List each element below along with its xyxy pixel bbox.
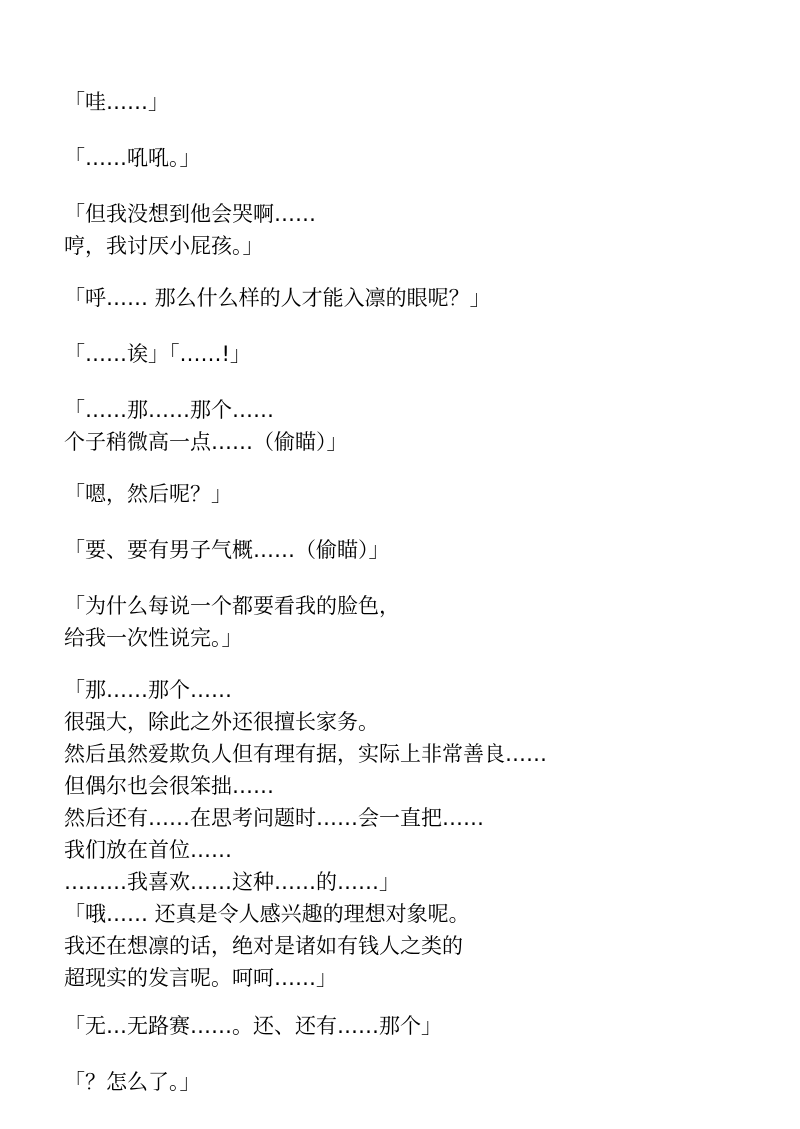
dialogue-line: 「无…无路赛……。还、还有……那个」 — [64, 1014, 442, 1038]
dialogue-block — [64, 338, 251, 370]
dialogue-line: 但偶尔也会很笨拙…… — [64, 774, 274, 798]
dialogue-line: 「但我没想到他会哭啊…… — [64, 202, 316, 226]
dialogue-line: 「要、要有男子气概……（偷瞄）」 — [64, 538, 390, 562]
dialogue-line: 「……那……那个…… — [64, 398, 274, 422]
dialogue-line: 「……吼吼。」 — [64, 146, 201, 170]
dialogue-block — [64, 282, 491, 314]
dialogue-block — [64, 898, 470, 994]
dialogue-block — [64, 198, 316, 262]
dialogue-line: 「哦…… 还真是令人感兴趣的理想对象呢。 — [64, 902, 470, 926]
dialogue-block — [64, 534, 390, 566]
dialogue-block — [64, 1010, 442, 1042]
dialogue-block — [64, 1066, 201, 1098]
dialogue-block — [64, 86, 169, 118]
dialogue-line: 「那……那个…… — [64, 678, 232, 702]
dialogue-line: 哼，我讨厌小屁孩。」 — [64, 234, 264, 258]
dialogue-line: 很强大，除此之外还很擅长家务。 — [64, 710, 379, 734]
dialogue-block — [64, 478, 232, 510]
dialogue-line: 我还在想凛的话，绝对是诸如有钱人之类的 — [64, 934, 463, 958]
dialogue-line: 「哇……」 — [64, 90, 169, 114]
dialogue-line: 给我一次性说完。」 — [64, 626, 243, 650]
dialogue-line: 超现实的发言呢。呵呵……」 — [64, 966, 337, 990]
dialogue-line: 「为什么每说一个都要看我的脸色， — [64, 594, 400, 618]
dialogue-line: 「嗯，然后呢？」 — [64, 482, 232, 506]
dialogue-line: 然后还有……在思考问题时……会一直把…… — [64, 806, 484, 830]
dialogue-line: 「呼…… 那么什么样的人才能入凛的眼呢？」 — [64, 286, 491, 310]
dialogue-line: 我们放在首位…… — [64, 838, 232, 862]
dialogue-block — [64, 142, 201, 174]
dialogue-line: 个子稍微高一点……（偷瞄）」 — [64, 430, 348, 454]
dialogue-block — [64, 590, 400, 654]
dialogue-line: ………我喜欢……这种……的……」 — [64, 870, 400, 894]
dialogue-line: 然后虽然爱欺负人但有理有据，实际上非常善良…… — [64, 742, 547, 766]
dialogue-block — [64, 394, 348, 458]
dialogue-line: 「……诶」「……!」 — [64, 342, 251, 366]
dialogue-line: 「？怎么了。」 — [64, 1070, 201, 1094]
dialogue-block — [64, 674, 547, 898]
